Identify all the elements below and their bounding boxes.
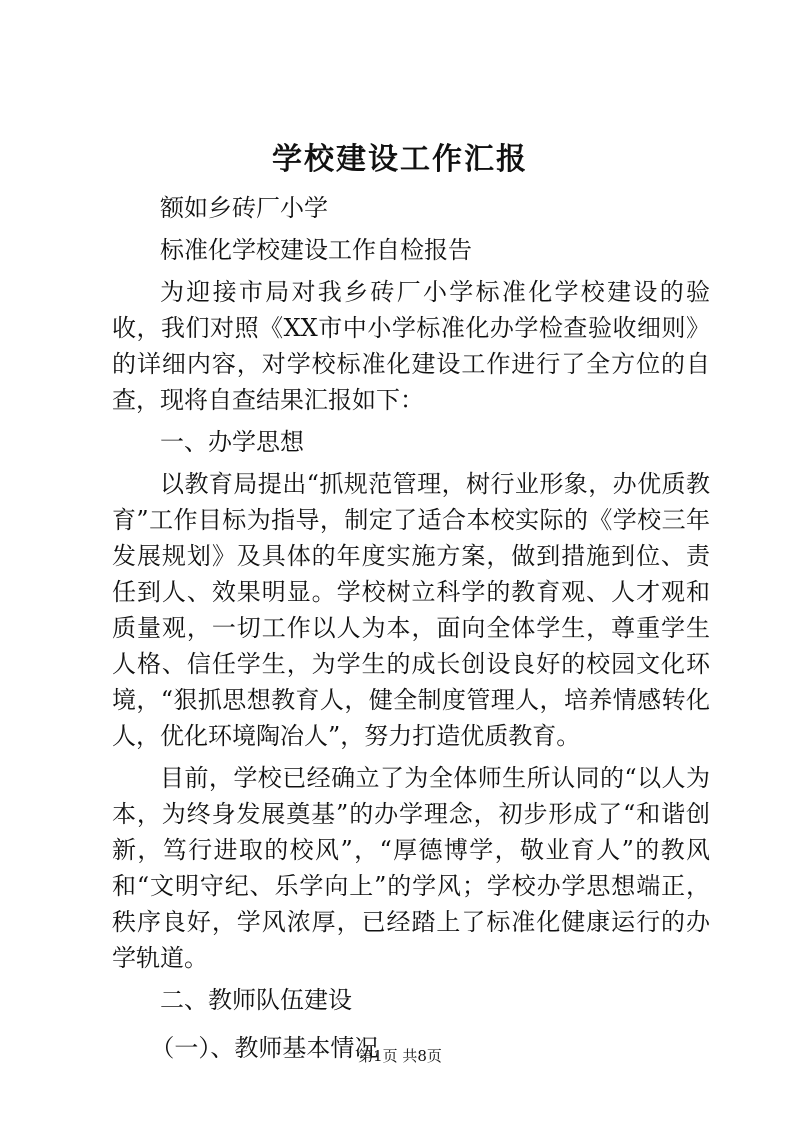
section-heading-2: 二、教师队伍建设: [160, 986, 352, 1014]
report-subtitle: 标准化学校建设工作自检报告: [160, 236, 472, 264]
school-name-line: 额如乡砖厂小学: [160, 194, 328, 222]
page-number-label: 第1页 共8页: [358, 1047, 442, 1065]
page-footer: [0, 1046, 800, 1066]
document-body: [112, 190, 710, 1066]
document-title: 学校建设工作汇报: [272, 142, 528, 177]
section-1-paragraph-1: 以教育局提出“抓规范管理，树行业形象，办优质教育”工作目标为指导，制定了适合本校实际的《学校三年发展规划》及具体的年度实施方案，做到措施到位、责任到人、效果明显。学校树立科学的教育观、人才观和质量观，一切工作以人为本，面向全体学生，尊重学生人格、信任学生，为学生的成长创设良好的校园文化环境，“狠抓思想教育人，健全制度管理人，培养情感转化人，优化环境陶冶人”，努力打造优质教育。: [112, 470, 710, 750]
intro-paragraph: 为迎接市局对我乡砖厂小学标准化学校建设的验收，我们对照《XX市中小学标准化办学检查验收细则》的详细内容，对学校标准化建设工作进行了全方位的自查，现将自查结果汇报如下：: [112, 278, 710, 414]
section-heading-1: 一、办学思想: [160, 428, 304, 456]
subsection-heading-1: （一）、教师基本情况: [150, 1034, 379, 1062]
section-1-paragraph-2: 目前，学校已经确立了为全体师生所认同的“以人为本，为终身发展奠基”的办学理念，初步形成了“和谐创新，笃行进取的校风”，“厚德博学，敬业育人”的教风和“文明守纪、乐学向上”的学风；学校办学思想端正，秩序良好，学风浓厚，已经踏上了标准化健康运行的办学轨道。: [112, 764, 710, 972]
